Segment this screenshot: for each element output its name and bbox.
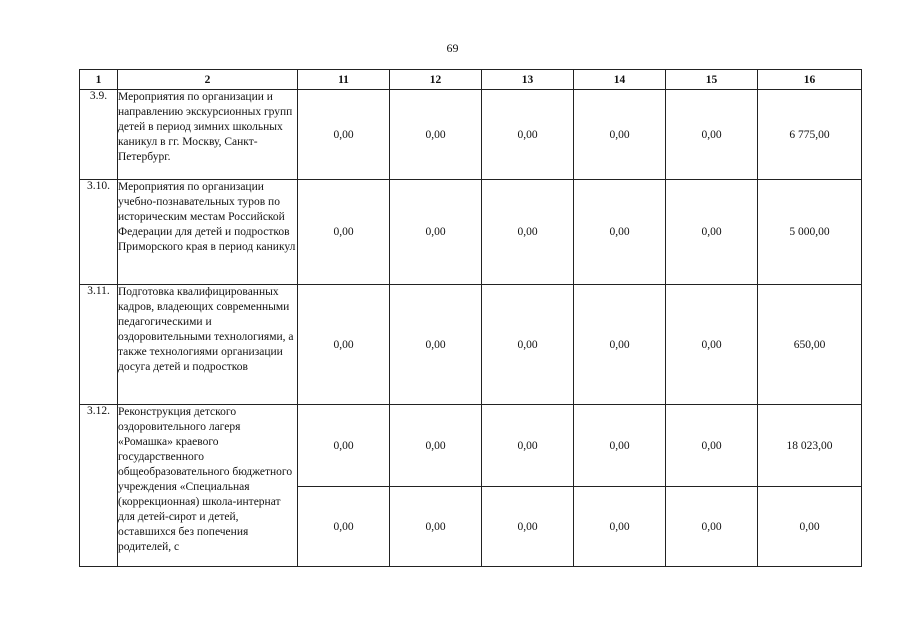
- value-cell: 0,00: [758, 487, 862, 567]
- header-col-14: 14: [574, 70, 666, 90]
- row-description: Мероприятия по организации и направлению экскурсионных групп детей в период зимних школьных каникул в гг. Москву, Санкт-Петербург.: [118, 90, 298, 180]
- value-cell: 0,00: [666, 285, 758, 405]
- header-col-13: 13: [482, 70, 574, 90]
- table-row: [80, 285, 862, 405]
- value-cell: 0,00: [666, 487, 758, 567]
- row-number: 3.9.: [80, 90, 118, 180]
- header-col-16: 16: [758, 70, 862, 90]
- budget-table: [79, 69, 862, 567]
- value-cell: 0,00: [482, 180, 574, 285]
- table-row: [80, 90, 862, 180]
- value-cell: 0,00: [298, 180, 390, 285]
- row-number: 3.11.: [80, 285, 118, 405]
- row-number: 3.10.: [80, 180, 118, 285]
- value-cell: 0,00: [390, 90, 482, 180]
- value-cell: 0,00: [482, 90, 574, 180]
- value-cell: 6 775,00: [758, 90, 862, 180]
- value-cell: 0,00: [574, 487, 666, 567]
- row-number: 3.12.: [80, 405, 118, 567]
- value-cell: 0,00: [574, 405, 666, 487]
- row-description: Мероприятия по организации учебно-познавательных туров по историческим местам Российской Федерации для детей и подростков Приморского края в период каникул: [118, 180, 298, 285]
- row-description: Подготовка квалифицированных кадров, владеющих современными педагогическими и оздоровительными технологиями, а также технологиями организации досуга детей и подростков: [118, 285, 298, 405]
- header-row: [80, 70, 862, 90]
- value-cell: 0,00: [298, 487, 390, 567]
- table-row: [80, 180, 862, 285]
- value-cell: 0,00: [390, 405, 482, 487]
- value-cell: 0,00: [390, 487, 482, 567]
- header-col-11: 11: [298, 70, 390, 90]
- value-cell: 0,00: [666, 180, 758, 285]
- value-cell: 0,00: [298, 405, 390, 487]
- header-col-15: 15: [666, 70, 758, 90]
- value-cell: 0,00: [390, 285, 482, 405]
- value-cell: 650,00: [758, 285, 862, 405]
- value-cell: 0,00: [298, 285, 390, 405]
- row-description: Реконструкция детского оздоровительного лагеря «Ромашка» краевого государственного общеобразовательного бюджетного учреждения «Специальная (коррекционная) школа-интернат для детей-сирот и детей, оставшихся без попечения родителей, с: [118, 405, 298, 567]
- value-cell: 0,00: [390, 180, 482, 285]
- value-cell: 0,00: [574, 180, 666, 285]
- header-col-1: 1: [80, 70, 118, 90]
- value-cell: 0,00: [574, 90, 666, 180]
- value-cell: 0,00: [482, 487, 574, 567]
- table-row: [80, 405, 862, 487]
- value-cell: 0,00: [666, 405, 758, 487]
- page-number: 69: [446, 41, 459, 55]
- value-cell: 5 000,00: [758, 180, 862, 285]
- value-cell: 0,00: [666, 90, 758, 180]
- value-cell: 0,00: [482, 285, 574, 405]
- value-cell: 0,00: [298, 90, 390, 180]
- value-cell: 0,00: [574, 285, 666, 405]
- header-col-12: 12: [390, 70, 482, 90]
- value-cell: 18 023,00: [758, 405, 862, 487]
- header-col-2: 2: [118, 70, 298, 90]
- value-cell: 0,00: [482, 405, 574, 487]
